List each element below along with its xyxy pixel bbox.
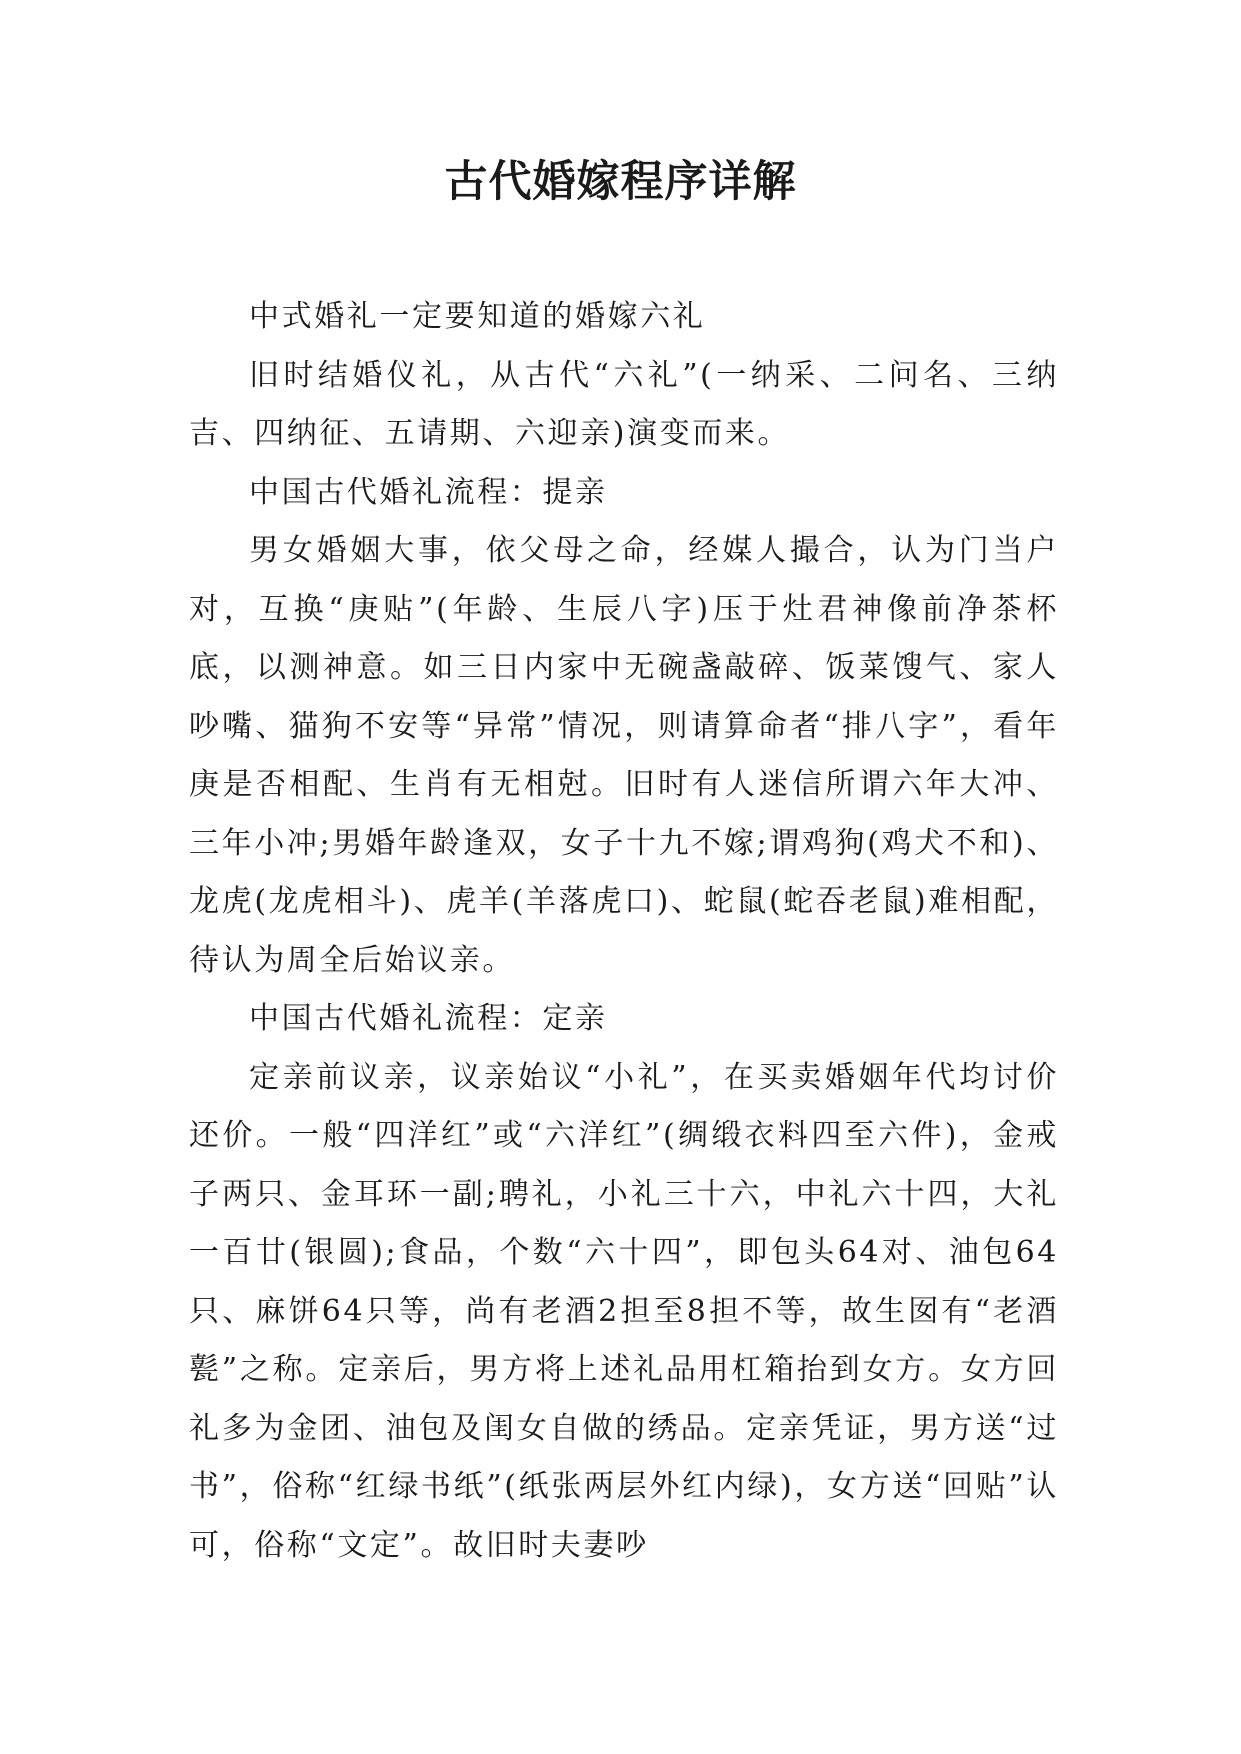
paragraph-intro-heading: 中式婚礼一定要知道的婚嫁六礼: [249, 299, 706, 334]
paragraph-heading-engagement: 中国古代婚礼流程：定亲: [249, 1001, 608, 1036]
paragraph-engagement: 定亲前议亲，议亲始议“小礼”，在买卖婚姻年代均讨价还价。一般“四洋红”或“六洋红”(绸缎衣料四至六件)，金戒子两只、金耳环一副;聘礼，小礼三十六，中礼六十四，大礼一百廿(银圆);食品，个数“六十四”，即包头64对、油包64只、麻饼64只等，尚有老酒2担至8担不等，故生囡有“老酒甏”之称。定亲后，男方将上述礼品用杠箱抬到女方。女方回礼多为金团、油包及闺女自做的绣品。定亲凭证，男方送“过书”，俗称“红绿书纸”(纸张两层外红内绿)，女方送“回贴”认可，俗称“文定”。故旧时夫妻吵: [189, 1059, 1059, 1563]
paragraph-six-rites: 旧时结婚仪礼，从古代“六礼”(一纳采、二问名、三纳吉、四纳征、五请期、六迎亲)演变而来。: [189, 357, 1059, 451]
document-body: [189, 288, 1059, 1575]
document-title: 古代婚嫁程序详解: [444, 157, 797, 207]
paragraph-heading-proposal: 中国古代婚礼流程：提亲: [249, 474, 608, 510]
paragraph-proposal: 男女婚姻大事，依父母之命，经媒人撮合，认为门当户对，互换“庚贴”(年龄、生辰八字)压于灶君神像前净茶杯底，以测神意。如三日内家中无碗盏敲碎、饭菜馊气、家人吵嘴、猫狗不安等“异常”情况，则请算命者“排八字”，看年庚是否相配、生肖有无相尅。旧时有人迷信所谓六年大冲、三年小冲;男婚年龄逢双，女子十九不嫁;谓鸡狗(鸡犬不和)、龙虎(龙虎相斗)、虎羊(羊落虎口)、蛇鼠(蛇吞老鼠)难相配，待认为周全后始议亲。: [189, 533, 1059, 978]
